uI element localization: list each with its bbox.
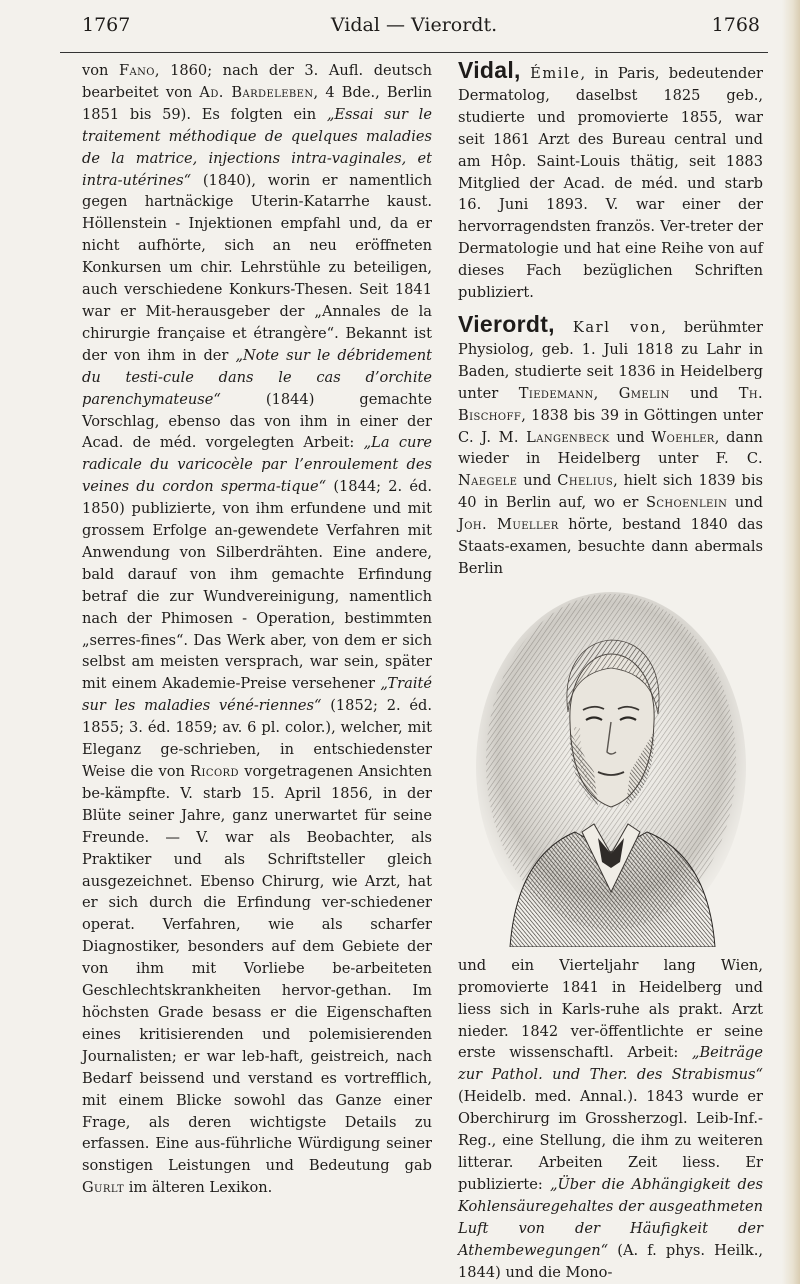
text-run: , 1860; nach der 3. Aufl. deutsch bearbeitet von: [82, 62, 432, 101]
author-name: Schoenlein: [645, 494, 728, 512]
text-run: (1844) gemachte Vorschlag, ebenso das von ihm in einer der Acad. de méd. vorgelegten Arbeit:: [82, 390, 432, 452]
entry-headword: Vierordt,: [458, 310, 555, 337]
text-run: hörte, bestand 1840 das Staats-examen, besuchte dann abermals Berlin: [458, 516, 763, 577]
author-name: Joh. Mueller: [458, 516, 559, 534]
vierordt-portrait-engraving: [470, 592, 752, 947]
running-header: [60, 6, 768, 46]
text-run: , berühmter Physiolog, geb. 1. Juli 1818 zu Lahr in Baden, studierte seit 1836 in Heidelberg unter: [458, 318, 763, 402]
entry-vierordt: [458, 310, 764, 580]
work-title: „Essai sur le traitement méthodique de quelques maladies de la matrice, injections intra-vaginales, et intra-utérines“: [82, 105, 432, 189]
work-title: „Über die Abhängigkeit des Kohlensäuregehaltes der ausgeathmeten Luft von der Häufigkeit der Athembewegungen“: [458, 1175, 763, 1259]
author-name: Ad. Bardeleben: [199, 83, 314, 101]
page-number-left: 1767: [82, 14, 131, 36]
author-name: F. C. Naegele: [458, 450, 764, 490]
entry-text: , in Paris, bedeutender Dermatolog, daselbst 1825 geb., studierte und promovierte 1855, war seit 1861 Arzt des Bureau central und am Hôp. Saint-Louis thätig, seit 1883 Mitglied der Acad. de méd. und starb 16. Juni 1893. V. war einer der hervorragendsten französ. Ver-treter der Dermatologie und hat eine Reihe von auf dieses Fach bezüglichen Schriften publiziert.: [458, 65, 763, 302]
text-run: , 1838 bis 39 in Göttingen unter: [521, 406, 763, 424]
text-run: (A. f. phys. Heilk., 1844) und die Mono-: [458, 1241, 763, 1281]
author-name: Gmelin: [618, 384, 670, 402]
work-title: „La cure radicale du varicocèle par l’enroulement des veines du cordon sperma-tique“: [82, 434, 433, 496]
text-run: und: [609, 428, 652, 446]
text-run: und: [669, 384, 739, 402]
text-run: , dann wieder in Heidelberg unter: [458, 428, 763, 468]
text-run: von: [82, 62, 119, 79]
text-run: vorgetragenen Ansichten be-kämpfte. V. starb 15. April 1856, in der Blüte seiner Jahre, ganz unerwartet für seine Freunde. — V. war als Beobachter, als Praktiker und als Schriftsteller gleich ausgezeichnet. Ebenso Chirurg, wie Arzt, hat er sich durch die Erfindung ver-schiedener operat. Verfahren, wie als scharfer Diagnostiker, besonders auf dem Gebiete der von ihm mit Vorliebe be-arbeiteten Geschlechtskrankheiten hervor-gethan. Im höchsten Grade besass er die Eigenschaften eines kritisierenden und polemisierenden Journalisten; er war leb-haft, geistreich, nach Bedarf beissend und verstand es vortrefflich, mit einem Blicke sowohl das Ganze einer Frage, als deren wichtigste Details zu erfassen. Eine aus-führliche Würdigung seiner sonstigen Leistungen und Bedeutung gab: [82, 763, 432, 1175]
text-run: (1840), worin er namentlich gegen hartnäckige Uterin-Katarrhe kaust. Höllenstein - Injektionen empfahl und, da er nicht aufhörte, sich an neu eröffneten Konkursen um chir. Lehrstühle zu beteiligen, auch verschiedene Konkurs-Thesen. Seit 1841 war er Mit-herausgeber der „Annales de la chirurgie française et étrangère“. Bekannt ist der von ihm in der: [82, 171, 432, 364]
running-title: [60, 14, 768, 36]
text-run: und ein Vierteljahr lang Wien, promovierte 1841 in Heidelberg und liess sich in Karls-ruhe als prakt. Arzt nieder. 1842 ver-öffentlichte er seine erste wissenschaftl. Arbeit:: [458, 956, 763, 1062]
author-name: Woehler: [651, 428, 715, 446]
running-title-left: Vidal: [330, 14, 380, 36]
text-run: (Heidelb. med. Annal.). 1843 wurde er Oberchirurg im Grossherzogl. Leib-Inf.-Reg., eine Stellung, die ihm zu weiteren litterar. Arbeiten Zeit liess. Er publizierte:: [458, 1088, 763, 1193]
page-number-right: 1768: [711, 14, 760, 36]
work-title: „Traité sur les maladies véné-riennes“: [82, 675, 432, 715]
running-title-right: Vierordt.: [410, 14, 498, 36]
text-run: im älteren Lexikon.: [124, 1179, 273, 1197]
text-run: ,: [593, 384, 619, 402]
work-title: „Note sur le débridement du testi-cule dans le cas d’orchite parenchymateuse“: [82, 346, 432, 408]
text-run: , hielt sich 1839 bis 40 in Berlin auf, wo er: [458, 472, 763, 512]
running-title-separator: —: [385, 14, 405, 36]
entry-given-name: Émile: [530, 65, 581, 82]
text-run: (1844; 2. éd. 1850) publizierte, von ihm erfundene und mit grossem Erfolge an-gewendete Verfahren mit Anwendung von Silberdrähten. Eine andere, bald darauf von ihm gemachte Erfindung betraf die zur Wundvereinigung, namentlich nach der Phimosen - Operation, bestimmten „serres-fines“. Das Werk aber, von dem er sich selbst am meisten versprach, war sein, später mit einem Akademie-Preise versehener: [82, 478, 432, 693]
text-run: (1852; 2. éd. 1855; 3. éd. 1859; av. 6 pl. color.), welcher, mit Eleganz ge-schrieben, in entschiedenster Weise die von: [82, 697, 432, 780]
left-column: [82, 60, 432, 1199]
text-run: und: [727, 494, 763, 512]
author-name: C. J. M. Langenbeck: [458, 428, 610, 446]
fano-continuation-paragraph: [82, 60, 432, 1199]
entry-vierordt-continued: [458, 955, 763, 1284]
text-run: , 4 Bde., Berlin 1851 bis 59). Es folgten ein: [82, 83, 432, 123]
entry-vidal: [458, 57, 763, 304]
header-rule: [60, 52, 768, 53]
author-name: Fano: [118, 62, 155, 79]
entry-given-name: Karl von: [572, 318, 662, 336]
entry-headword: Vidal,: [458, 57, 521, 83]
author-name: Ricord: [190, 763, 239, 780]
work-title: „Beiträge zur Pathol. und Ther. des Strabismus“: [458, 1044, 763, 1084]
page-edge-shading: [782, 0, 800, 1284]
right-column: [458, 57, 764, 1283]
author-name: Tiedemann: [518, 384, 594, 402]
text-run: und: [517, 472, 558, 490]
author-name: Th. Bischoff: [458, 384, 763, 424]
author-name: Chelius: [557, 472, 614, 490]
author-name: Gurlt: [82, 1179, 125, 1197]
